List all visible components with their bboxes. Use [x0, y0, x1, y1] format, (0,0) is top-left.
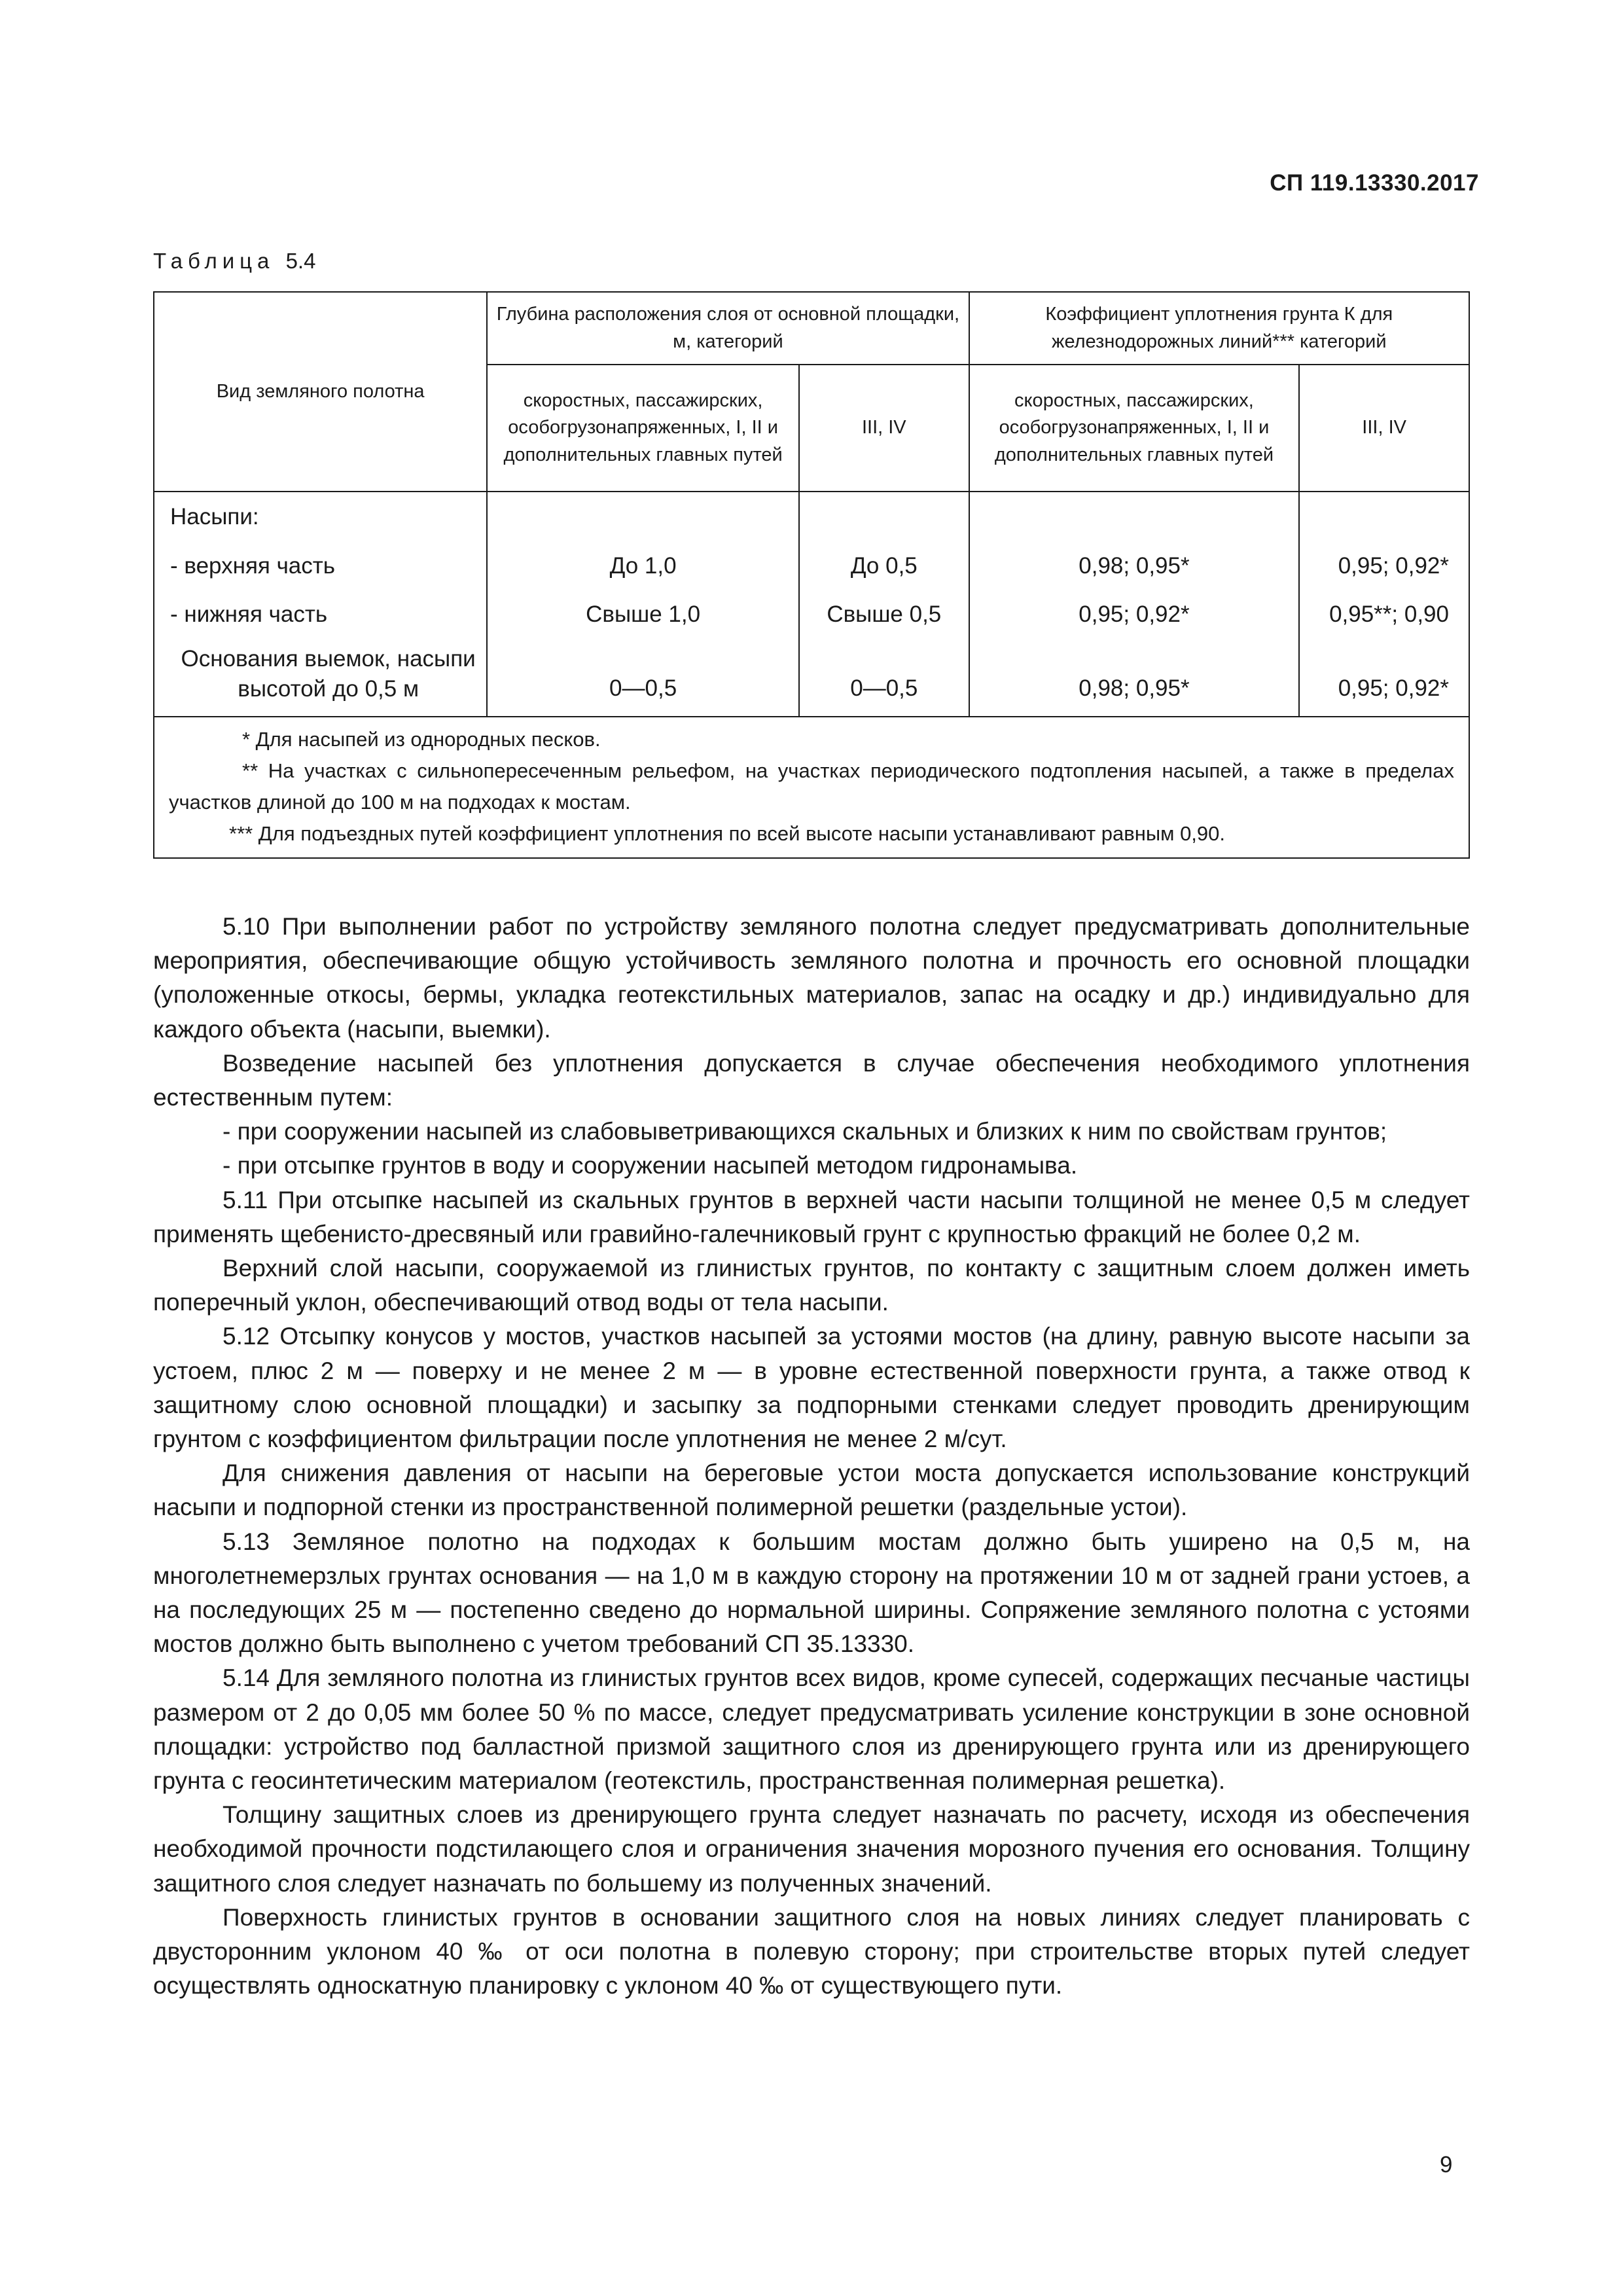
- paragraph: Поверхность глинистых грунтов в основании защитного слоя на новых линиях следует планировать с двусторонним уклоном 40 ‰ от оси полотна в полевую сторону; при строительстве вторых путей следует осуществлять односкатную планировку с уклоном 40 ‰ от существующего пути.: [153, 1903, 1470, 2000]
- cell-value: [1300, 492, 1469, 542]
- group-header-depth: Глубина расположения слоя от основной площадки, м, категорий: [487, 292, 969, 365]
- cell-value: Свыше 1,0: [586, 601, 701, 628]
- paragraph: 5.14 Для земляного полотна из глинистых грунтов всех видов, кроме супесей, содержащих песчаные частицы размером от 2 до 0,05 мм более 50 % по массе, следует предусматривать усиление конструкции в зоне основной площадки: устройство под балластной призмой защитного слоя из дренирующего грунта или из дренирующего грунта с геосинтетическим материалом (геотекстиль, пространственная полимерная решетка).: [153, 1664, 1470, 1795]
- subheader-depth-low: III, IV: [799, 365, 969, 492]
- row-label: - нижняя часть: [170, 601, 328, 628]
- type-column: [154, 492, 487, 717]
- depth-fast-column: [487, 492, 799, 717]
- table-body-row: [154, 492, 1469, 717]
- paragraph: 5.13 Земляное полотно на подходах к большим мостам должно быть уширено на 0,5 м, на многолетнемерзлых грунтах основания — на 1,0 м в каждую сторону на протяжении 10 м от задней грани устоев, а на последующих 25 м — постепенно сведено до нормальной ширины. Сопряжение земляного полотна с устоями мостов должно быть выполнено с учетом требований СП 35.13330.: [153, 1528, 1470, 1658]
- cell-value: 0,98; 0,95*: [1079, 553, 1190, 579]
- paragraph: 5.11 При отсыпке насыпей из скальных грунтов в верхней части насыпи толщиной не менее 0,5 м следует применять щебенисто-дресвяный или гравийно-галечниковый грунт с крупностью фракций не более 0,2 м.: [153, 1186, 1470, 1247]
- table-caption-number: 5.4: [285, 249, 316, 273]
- table-note: *** Для подъездных путей коэффициент уплотнения по всей высоте насыпи устанавливают равным 0,90.: [229, 822, 1226, 846]
- paragraph: 5.12 Отсыпку конусов у мостов, участков насыпей за устоями мостов (на длину, равную высоте насыпи за устоем, плюс 2 м — поверху и не менее 2 м — в уровне естественной поверхности грунта, а также отвод к защитному слою основной площадки) и засыпку за подпорными стенками следует проводить дренирующим грунтом с коэффициентом фильтрации после уплотнения не менее 2 м/сут.: [153, 1323, 1470, 1453]
- paragraph: Толщину защитных слоев из дренирующего грунта следует назначать по расчету, исходя из обеспечения необходимой прочности подстилающего слоя и ограничения значения морозного пучения его основания. Толщину защитного слоя следует назначать по большему из полученных значений.: [153, 1801, 1470, 1897]
- paragraph: 5.10 При выполнении работ по устройству земляного полотна следует предусматривать дополнительные мероприятия, обеспечивающие общую устойчивость земляного полотна и прочность его основной площадки (уположенные откосы, бермы, укладка геотекстильных материалов, запас на осадку и др.) индивидуально для каждого объекта (насыпи, выемки).: [153, 913, 1470, 1043]
- table-caption-word: Таблица: [153, 249, 275, 273]
- cell-value: До 0,5: [850, 553, 918, 579]
- row-label: Насыпи:: [170, 504, 259, 530]
- cell-value: 0,95; 0,92*: [1079, 601, 1190, 628]
- table-note: * Для насыпей из однородных песков.: [242, 728, 601, 751]
- row-label: - верхняя часть: [170, 553, 336, 579]
- document-code: СП 119.13330.2017: [1270, 170, 1479, 196]
- paragraph: Возведение насыпей без уплотнения допускается в случае обеспечения необходимого уплотнения естественным путем:: [153, 1049, 1470, 1111]
- row-label: Основания выемок, насыпи высотой до 0,5 м: [181, 646, 476, 702]
- table-caption: [153, 249, 315, 274]
- cell-value: [488, 492, 798, 542]
- subheader-coeff-low: III, IV: [1299, 365, 1469, 492]
- paragraph: Верхний слой насыпи, сооружаемой из глинистых грунтов, по контакту с защитным слоем должен иметь поперечный уклон, обеспечивающий отвод воды от тела насыпи.: [153, 1255, 1470, 1316]
- paragraph: - при сооружении насыпей из слабовыветривающихся скальных и близких к ним по свойствам грунтов;: [223, 1118, 1387, 1145]
- page-number: 9: [1440, 2152, 1453, 2178]
- coeff-fast-column: [969, 492, 1300, 717]
- table-note: ** На участках с сильнопересеченным рельефом, на участках периодического подтопления насыпей, а также в пределах участков длиной до 100 м на подходах к мостам.: [169, 759, 1454, 814]
- subheader-depth-fast: скоростных, пассажирских, особогрузонапряженных, I, II и дополнительных главных путей: [487, 365, 799, 492]
- compaction-table: [153, 291, 1470, 859]
- cell-value: 0—0,5: [850, 675, 918, 701]
- col-header-type: Вид земляного полотна: [154, 292, 487, 492]
- cell-value: [970, 492, 1299, 542]
- body-text: [153, 910, 1470, 2003]
- paragraph: Для снижения давления от насыпи на береговые устои моста допускается использование конструкций насыпи и подпорной стенки из пространственной полимерной решетки (раздельные устои).: [153, 1460, 1470, 1521]
- cell-value: 0—0,5: [609, 675, 677, 701]
- cell-value: 0,95**; 0,90: [1329, 601, 1449, 628]
- cell-value: 0,98; 0,95*: [1079, 675, 1190, 701]
- cell-value: 0,95; 0,92*: [1338, 553, 1449, 579]
- paragraph: - при отсыпке грунтов в воду и сооружении насыпей методом гидронамыва.: [223, 1152, 1078, 1179]
- cell-value: 0,95; 0,92*: [1338, 675, 1449, 701]
- subheader-coeff-fast: скоростных, пассажирских, особогрузонапряженных, I, II и дополнительных главных путей: [969, 365, 1300, 492]
- depth-low-column: [799, 492, 969, 717]
- cell-value: [800, 492, 969, 542]
- group-header-coefficient: Коэффициент уплотнения грунта К для железнодорожных линий*** категорий: [969, 292, 1469, 365]
- table-notes: [154, 717, 1469, 858]
- coeff-low-column: [1299, 492, 1469, 717]
- cell-value: До 1,0: [609, 553, 677, 579]
- cell-value: Свыше 0,5: [827, 601, 942, 628]
